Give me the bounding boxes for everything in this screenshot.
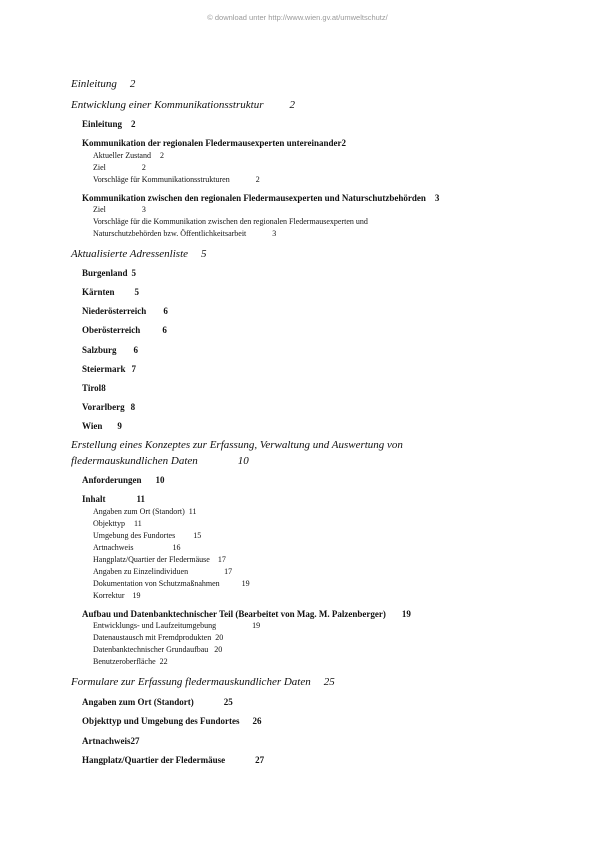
toc-entry[interactable] [93,508,196,516]
toc-entry-page: 19 [252,621,261,630]
toc-entry[interactable] [93,544,180,552]
toc-entry-title: Benutzeroberfläche [93,657,156,666]
toc-entry-title: Angaben zum Ort (Standort) [93,507,185,516]
toc-entry-page: 10 [237,455,249,467]
toc-entry-page: 11 [188,507,197,516]
toc-entry-title: Kommunikation der regionalen Fledermausexperten untereinander [82,138,342,148]
toc-entry[interactable] [82,698,233,707]
toc-entry-page: 20 [215,633,224,642]
toc-entry-title: Artnachweis [82,736,131,746]
toc-entry-title: Objekttyp und Umgebung des Fundortes [82,716,240,726]
toc-entry-page: 6 [162,325,167,335]
toc-entry-title: Oberösterreich [82,325,141,335]
toc-entry-title: Vorschläge für die Kommunikation zwischen den regionalen Fledermausexperten und [93,217,368,226]
toc-entry-title: Vorarlberg [82,402,125,412]
toc-entry-title: Entwicklung einer Kommunikationsstruktur [71,99,264,111]
toc-entry-page: 16 [172,543,181,552]
toc-entry[interactable] [93,556,226,564]
toc-entry[interactable] [82,139,346,148]
toc-entry[interactable] [82,384,106,393]
toc-entry-page: 2 [341,138,346,148]
toc-entry-page: 27 [255,755,265,765]
toc-entry[interactable] [71,249,207,260]
toc-entry-page: 2 [129,78,136,90]
toc-entry[interactable] [93,592,141,600]
toc-entry[interactable] [82,756,264,765]
toc-entry[interactable] [82,403,135,412]
toc-entry-page: 5 [131,268,137,278]
toc-entry-page: 3 [272,229,277,238]
toc-entry-title: Ziel [93,163,106,172]
toc-entry-page: 26 [252,716,262,726]
toc-entry[interactable] [82,346,138,355]
toc-entry-page: 2 [255,175,260,184]
toc-entry-title: Aktualisierte Adressenliste [71,248,189,260]
toc-entry-title: Objekttyp [93,519,125,528]
toc-entry[interactable] [82,194,439,203]
toc-entry-title: Erstellung eines Konzeptes zur Erfassung, Verwaltung und Auswertung von [71,439,403,451]
toc-entry-page: 27 [130,736,140,746]
toc-entry-page: 22 [159,657,168,666]
toc-entry[interactable] [82,307,168,316]
toc-entry[interactable] [93,568,232,576]
toc-entry[interactable] [82,288,139,297]
toc-entry-page: 2 [289,99,295,111]
toc-entry-title: Entwicklungs- und Laufzeitumgebung [93,621,217,630]
toc-entry-title: Anforderungen [82,475,142,485]
toc-entry-title: Burgenland [82,268,128,278]
toc-entry[interactable] [82,422,122,431]
toc-entry-title: Datenbanktechnischer Grundaufbau [93,645,209,654]
toc-entry-title: Einleitung [82,119,123,129]
toc-entry-title: Angaben zum Ort (Standort) [82,697,194,707]
toc-entry-title: Artnachweis [93,543,134,552]
toc-entry-title: Einleitung [71,78,117,90]
toc-entry-page: 2 [131,119,136,129]
toc-entry-title: Naturschutzbehörden bzw. Öffentlichkeitsarbeit [93,229,247,238]
toc-entry-page: 2 [141,163,146,172]
toc-entry-page: 11 [136,494,146,504]
toc-entry-title: Datenaustausch mit Fremdprodukten [93,633,212,642]
toc-entry-title: Vorschläge für Kommunikationsstrukturen [93,175,230,184]
toc-entry[interactable] [93,658,168,666]
toc-entry-page: 6 [163,306,168,316]
toc-entry[interactable] [93,646,222,654]
toc-entry-title: Hangplatz/Quartier der Fledermäuse [93,555,210,564]
toc-entry-title: Dokumentation von Schutzmaßnahmen [93,579,220,588]
toc-entry-page: 19 [401,609,411,619]
toc-entry-page: 19 [132,591,141,600]
toc-entry[interactable] [82,610,411,619]
toc-entry-page: 17 [217,555,226,564]
toc-entry-page: 20 [214,645,223,654]
toc-entry-page: 10 [155,475,165,485]
download-watermark: © download unter http://www.wien.gv.at/umweltschutz/ [207,13,388,22]
toc-entry[interactable] [82,326,167,335]
toc-entry[interactable] [82,717,262,726]
toc-entry[interactable] [93,152,164,160]
toc-entry-page: 2 [159,151,164,160]
toc-entry[interactable] [82,495,145,504]
toc-entry-title: Kommunikation zwischen den regionalen Fledermausexperten und Naturschutzbehörden [82,193,426,203]
toc-entry[interactable] [93,176,260,184]
toc-entry[interactable] [71,79,135,90]
toc-entry-title: Aktueller Zustand [93,151,151,160]
toc-entry-title: Tirol [82,383,102,393]
toc-entry[interactable] [93,164,146,172]
toc-entry-page: 5 [134,287,139,297]
toc-entry-page: 17 [224,567,233,576]
toc-entry-title: Wien [82,421,103,431]
toc-entry[interactable] [71,456,249,467]
toc-entry-page: 8 [130,402,136,412]
toc-entry-title: Korrektur [93,591,125,600]
toc-entry[interactable] [82,737,140,746]
toc-entry-title: Umgebung des Fundortes [93,531,176,540]
toc-entry-title: Kärnten [82,287,115,297]
toc-entry[interactable] [93,532,201,540]
toc-entry-title: Inhalt [82,494,106,504]
toc-entry[interactable] [93,622,260,630]
toc-entry-title: Formulare zur Erfassung fledermauskundlicher Daten [71,676,311,688]
toc-entry-title: Hangplatz/Quartier der Fledermäuse [82,755,226,765]
toc-entry-page: 11 [134,519,142,528]
toc-entry-page: 9 [117,421,122,431]
toc-entry-page: 3 [434,193,440,203]
toc-entry-page: 5 [201,248,207,260]
toc-entry-title: Ziel [93,205,106,214]
toc-entry[interactable] [93,520,142,528]
toc-entry-title: Steiermark [82,364,126,374]
toc-entry[interactable] [93,580,250,588]
toc-entry[interactable] [93,218,368,226]
toc-entry-title: Salzburg [82,345,117,355]
toc-entry[interactable] [82,120,136,129]
toc-entry-page: 7 [131,364,136,374]
toc-entry[interactable] [71,100,295,111]
toc-entry[interactable] [93,206,146,214]
toc-entry-title: Niederösterreich [82,306,147,316]
toc-entry[interactable] [82,365,136,374]
toc-entry-title: Aufbau und Datenbanktechnischer Teil (Bearbeitet von Mag. M. Palzenberger) [82,609,386,619]
toc-entry[interactable] [82,269,136,278]
toc-entry[interactable] [93,634,223,642]
toc-entry[interactable] [71,440,403,451]
toc-entry-page: 3 [141,205,146,214]
toc-entry-title: Angaben zu Einzelindividuen [93,567,189,576]
toc-entry[interactable] [71,677,335,688]
toc-entry-page: 6 [133,345,139,355]
toc-entry-page: 25 [223,697,233,707]
toc-entry-page: 19 [241,579,250,588]
toc-entry-page: 8 [101,383,106,393]
toc-entry[interactable] [82,476,165,485]
toc-entry-page: 25 [323,676,335,688]
toc-entry-title: fledermauskundlichen Daten [71,455,198,467]
toc-entry-page: 15 [193,531,202,540]
toc-entry[interactable] [93,230,276,238]
